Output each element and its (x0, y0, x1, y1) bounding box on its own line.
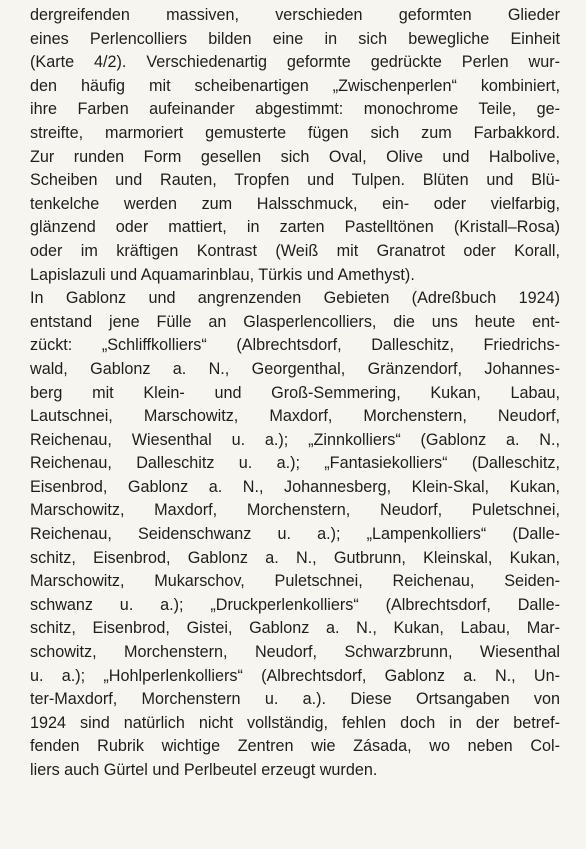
text-line: Lapislazuli und Aquamarinblau, Türkis und Amethyst). (30, 265, 415, 284)
text-line: oder im kräftigen Kontrast (Weiß mit Granatrot oder Korall, (30, 241, 560, 260)
text-line: 1924 sind natürlich nicht vollständig, fehlen doch in der betref- (30, 713, 560, 732)
text-line: schwanz u. a.); „Druckperlenkolliers“ (Albrechtsdorf, Dalle- (30, 595, 560, 614)
text-line: wald, Gablonz a. N., Georgenthal, Gränzendorf, Johannes- (30, 359, 560, 378)
text-line: Zur runden Form gesellen sich Oval, Olive und Halbolive, (30, 147, 560, 166)
text-line: fenden Rubrik wichtige Zentren wie Zásada, wo neben Col- (30, 737, 560, 756)
text-line: u. a.); „Hohlperlenkolliers“ (Albrechtsdorf, Gablonz a. N., Un- (30, 666, 560, 685)
text-line: Reichenau, Dalleschitz u. a.); „Fantasiekolliers“ (Dalleschitz, (30, 454, 560, 473)
text-line: zückt: „Schliffkolliers“ (Albrechtsdorf, Dalleschitz, Friedrichs- (30, 336, 560, 355)
text-line: Reichenau, Seidenschwanz u. a.); „Lampenkolliers“ (Dalle- (30, 525, 560, 544)
text-line: ihre Farben aufeinander abgestimmt: monochrome Teile, ge- (30, 100, 560, 119)
text-line: Scheiben und Rauten, Tropfen und Tulpen. Blüten und Blü- (30, 171, 560, 190)
text-line: schitz, Eisenbrod, Gistei, Gablonz a. N., Kukan, Labau, Mar- (30, 619, 560, 638)
text-line: In Gablonz und angrenzenden Gebieten (Adreßbuch 1924) (30, 289, 560, 308)
text-line: tenkelche werden zum Halsschmuck, ein- oder vielfarbig, (30, 194, 560, 213)
text-line: schowitz, Morchenstern, Neudorf, Schwarzbrunn, Wiesenthal (30, 643, 560, 662)
text-line: ter-Maxdorf, Morchenstern u. a.). Diese Ortsangaben von (30, 690, 560, 709)
document-page (30, 4, 560, 783)
text-line: entstand jene Fülle an Glasperlencolliers, die uns heute ent- (30, 312, 560, 331)
paragraph (30, 4, 560, 287)
text-line: streifte, marmoriert gemusterte fügen sich zum Farbakkord. (30, 123, 560, 142)
text-line: eines Perlencolliers bilden eine in sich bewegliche Einheit (30, 29, 560, 48)
text-line: dergreifenden massiven, verschieden geformten Glieder (30, 6, 560, 24)
text-line: (Karte 4/2). Verschiedenartig geformte gedrückte Perlen wur- (30, 53, 560, 72)
text-line: Marschowitz, Mukarschov, Puletschnei, Reichenau, Seiden- (30, 572, 560, 591)
text-line: Reichenau, Wiesenthal u. a.); „Zinnkolliers“ (Gablonz a. N., (30, 430, 560, 449)
text-line: glänzend oder mattiert, in zarten Pastelltönen (Kristall–Rosa) (30, 218, 560, 237)
text-line: schitz, Eisenbrod, Gablonz a. N., Gutbrunn, Kleinskal, Kukan, (30, 548, 560, 567)
text-line: Marschowitz, Maxdorf, Morchenstern, Neudorf, Puletschnei, (30, 501, 560, 520)
text-line: Lautschnei, Marschowitz, Maxdorf, Morchenstern, Neudorf, (30, 407, 560, 426)
text-line: berg mit Klein- und Groß-Semmering, Kukan, Labau, (30, 383, 560, 402)
text-line: Eisenbrod, Gablonz a. N., Johannesberg, Klein-Skal, Kukan, (30, 477, 560, 496)
text-line: den häufig mit scheibenartigen „Zwischenperlen“ kombiniert, (30, 76, 560, 95)
paragraph (30, 287, 560, 782)
text-line: liers auch Gürtel und Perlbeutel erzeugt wurden. (30, 761, 378, 779)
